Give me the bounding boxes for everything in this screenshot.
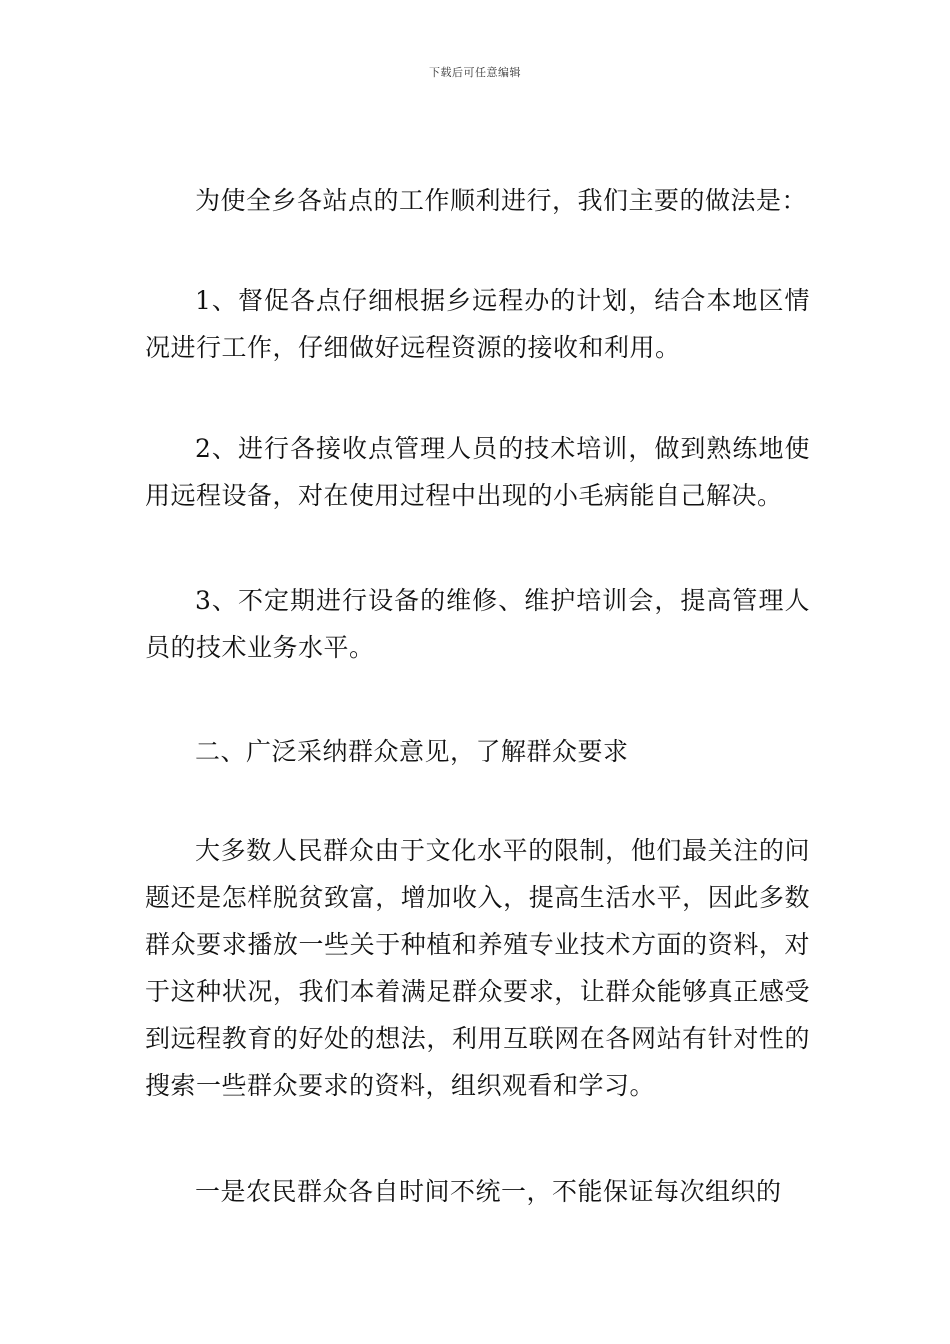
section-heading: 二、广泛采纳群众意见，了解群众要求 <box>195 737 629 766</box>
page-header: 下载后可任意编辑 <box>429 66 521 79</box>
paragraph-continued: 一是农民群众各自时间不统一，不能保证每次组织的 <box>195 1177 782 1206</box>
paragraph-body: 大多数人民群众由于文化水平的限制，他们最关注的问题还是怎样脱贫致富，增加收入，提高生活水平，因此多数群众要求播放一些关于种植和养殖专业技术方面的资料，对于这种状况，我们本着满足群众要求，让群众能够真正感受到远程教育的好处的想法，利用互联网在各网站有针对性的搜索一些群众要求的资料，组织观看和学习。 <box>145 836 810 1100</box>
paragraph-item-1: 1、督促各点仔细根据乡远程办的计划，结合本地区情况进行工作，仔细做好远程资源的接收和利用。 <box>145 286 810 362</box>
paragraph-item-3: 3、不定期进行设备的维修、维护培训会，提高管理人员的技术业务水平。 <box>145 586 810 662</box>
paragraph-item-2: 2、进行各接收点管理人员的技术培训，做到熟练地使用远程设备，对在使用过程中出现的小毛病能自己解决。 <box>145 434 810 510</box>
paragraph-intro: 为使全乡各站点的工作顺利进行，我们主要的做法是： <box>195 186 808 215</box>
